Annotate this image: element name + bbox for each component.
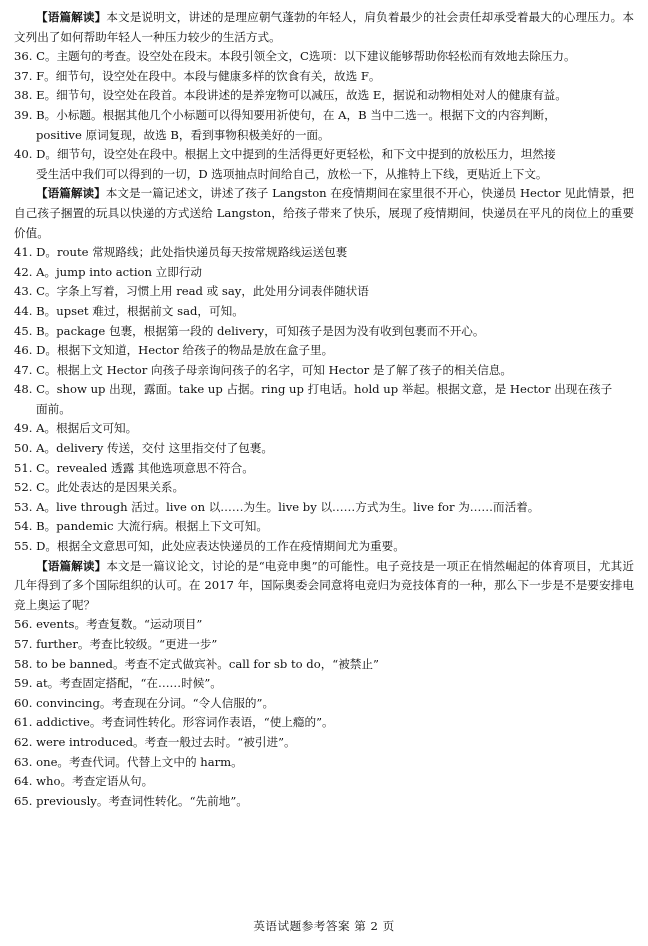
answer-line: 56. events。考查复数。“运动项目” — [14, 617, 203, 632]
answer-line: 46. D。根据下文知道，Hector 给孩子的物品是放在盒子里。 — [14, 343, 334, 358]
answer-line: 45. B。package 包裹，根据第一段的 delivery，可知孩子是因为没有收到包裹而不开心。 — [14, 323, 485, 338]
answer-line: 38. E。细节句，设空处在段首。本段讲述的是养宠物可以减压，故选 E，据说和动物相处对人的健康有益。 — [14, 88, 567, 103]
answer-line: 39. B。小标题。根据其他几个小标题可以得知要用祈使句，在 A，B 当中二选一。根据下文的内容判断， — [14, 107, 556, 122]
intro-text: 本文是一篇记述文，讲述了孩子 Langston 在疫情期间在家里很不开心，快递员 Hector 见此情景，把自己孩子捆置的玩具以快递的方式送给 Langston，给孩子带来了快乐，展现了疫情期间，快递员在平凡的岗位上的重要价值。 — [14, 186, 634, 240]
passage-section — [14, 557, 634, 812]
answer-line: 49. A。根据后文可知。 — [14, 421, 138, 436]
answer-line: 42. A。jump into action 立即行动 — [14, 264, 203, 279]
answer-line: 47. C。根据上文 Hector 向孩子母亲询问孩子的名字，可知 Hector 是了解了孩子的相关信息。 — [14, 362, 513, 377]
page-footer: 英语试题参考答案 第 2 页 — [253, 919, 395, 933]
passage-section — [14, 8, 634, 184]
passage-section — [14, 184, 634, 556]
answer-line: 41. D。route 常规路线；此处指快递员每天按常规路线运送包裹 — [14, 245, 348, 260]
answer-line: 53. A。live through 活过。live on 以……为生。live by 以……方式为生。live for 为……而活着。 — [14, 499, 540, 514]
answer-line: 52. C。此处表达的是因果关系。 — [14, 480, 185, 495]
answer-line-continued: positive 原词复现，故选 B，看到事物积极美好的一面。 — [36, 127, 330, 142]
intro-text: 本文是一篇议论文，讨论的是“电竞申奥”的可能性。电子竞技是一项正在悄然崛起的体育项目，尤其近几年得到了多个国际组织的认可。在 2017 年，国际奥委会同意将电竞归为竞技体育的一种，那么下一步是不是要安排电竞上奥运了呢？ — [14, 558, 634, 612]
answer-line-continued: 面前。 — [36, 401, 71, 416]
answer-line: 44. B。upset 难过，根据前文 sad，可知。 — [14, 303, 244, 318]
answer-key-page — [14, 8, 634, 811]
answer-line: 54. B。pandemic 大流行病。根据上下文可知。 — [14, 519, 268, 534]
intro-label: 【语篇解读】 — [36, 186, 106, 201]
passage-intro — [14, 8, 634, 47]
answer-line: 64. who。考查定语从句。 — [14, 774, 154, 789]
answer-line: 55. D。根据全文意思可知，此处应表达快递员的工作在疫情期间尤为重要。 — [14, 539, 405, 554]
answer-line: 59. at。考查固定搭配，“在……时候”。 — [14, 676, 222, 691]
answer-line-continued: 受生活中我们可以得到的一切，D 选项抽点时间给自己，放松一下，从推特上下线，更贴近上下文。 — [36, 166, 548, 181]
answer-line: 60. convincing。考查现在分词。“令人信服的”。 — [14, 695, 275, 710]
intro-text: 本文是说明文，讲述的是理应朝气蓬勃的年轻人，肩负着最少的社会责任却承受着最大的心理压力。本文列出了如何帮助年轻人一种压力较少的生活方式。 — [14, 10, 634, 44]
answer-line: 36. C。主题句的考查。设空处在段末。本段引领全文，C选项：以下建议能够帮助你轻松而有效地去除压力。 — [14, 49, 576, 64]
answer-line: 43. C。字条上写着，习惯上用 read 或 say，此处用分词表伴随状语 — [14, 284, 369, 299]
answer-line: 50. A。delivery 传送，交付 这里指交付了包裹。 — [14, 441, 273, 456]
passage-intro — [14, 557, 634, 616]
answer-line: 61. addictive。考查词性转化。形容词作表语，“使上瘾的”。 — [14, 715, 334, 730]
passage-intro — [14, 184, 634, 243]
answer-line: 37. F。细节句，设空处在段中。本段与健康多样的饮食有关，故选 F。 — [14, 68, 381, 83]
intro-label: 【语篇解读】 — [36, 558, 107, 573]
intro-label: 【语篇解读】 — [36, 10, 107, 24]
answer-line: 63. one。考查代词。代替上文中的 harm。 — [14, 754, 243, 769]
answer-line: 48. C。show up 出现，露面。take up 占据。ring up 打电话。hold up 举起。根据文意，是 Hector 出现在孩子 — [14, 382, 613, 397]
answer-line: 58. to be banned。考查不定式做宾补。call for sb to do，“被禁止” — [14, 656, 379, 671]
answer-line: 51. C。revealed 透露 其他选项意思不符合。 — [14, 460, 254, 475]
answer-line: 62. were introduced。考查一般过去时。“被引进”。 — [14, 734, 296, 749]
answer-line: 57. further。考查比较级。“更进一步” — [14, 637, 218, 651]
answer-line: 65. previously。考查词性转化。“先前地”。 — [14, 793, 248, 808]
answer-line: 40. D。细节句，设空处在段中。根据上文中提到的生活得更好更轻松，和下文中提到的放松压力，坦然接 — [14, 147, 556, 162]
